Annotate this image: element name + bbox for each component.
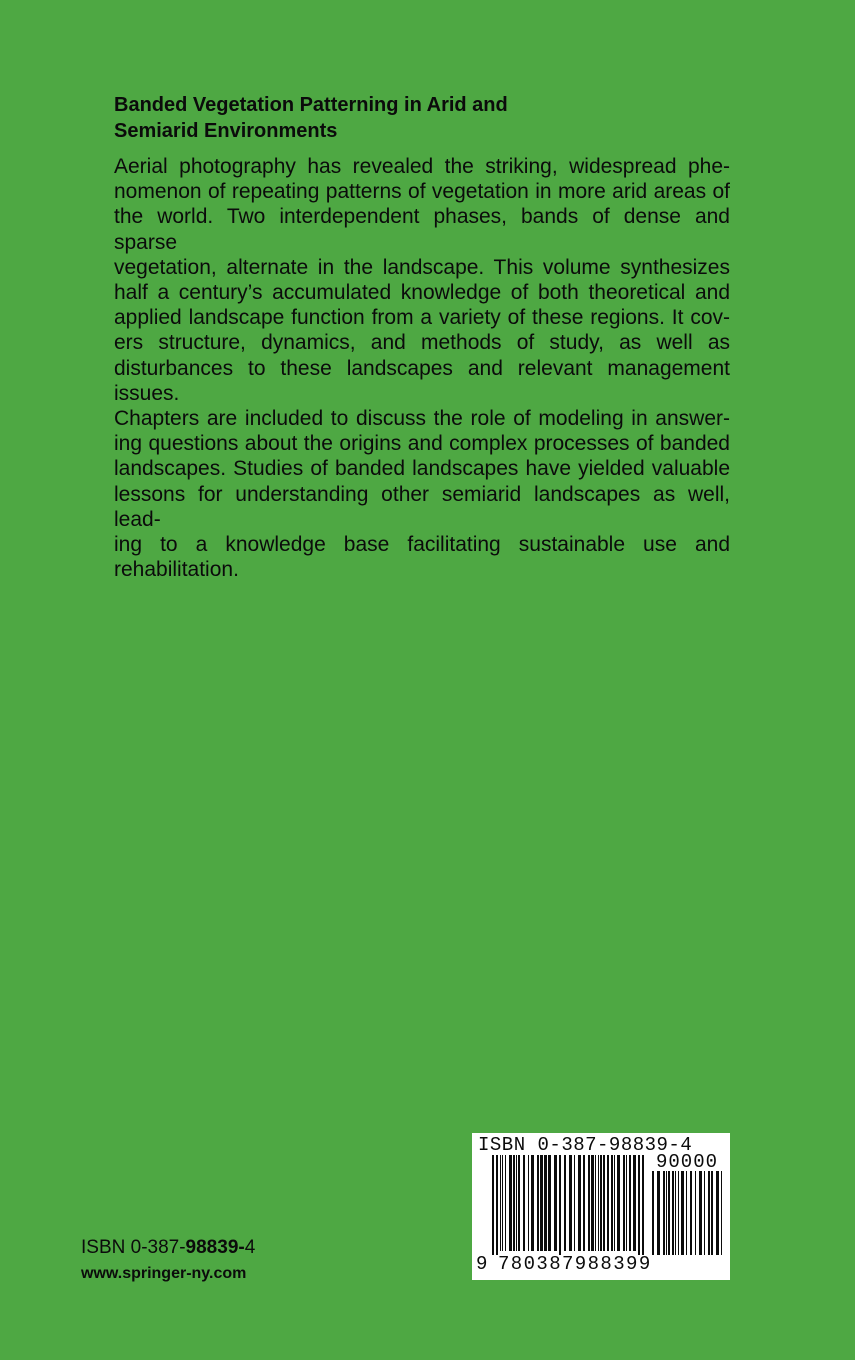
barcode-bar (598, 1155, 599, 1251)
barcode-bar (629, 1155, 631, 1251)
barcode-bar (492, 1155, 494, 1255)
blurb-line: nomenon of repeating patterns of vegetation in more arid areas of (114, 180, 730, 204)
barcode-bar (540, 1155, 543, 1251)
barcode-bar (554, 1155, 557, 1251)
barcode-bar (513, 1155, 515, 1251)
barcode-bar (617, 1155, 620, 1251)
blurb-line: Aerial photography has revealed the striking, widespread phe- (114, 155, 730, 178)
blurb-line: vegetation, alternate in the landscape. This volume synthesizes (114, 255, 730, 279)
title-line-1: Banded Vegetation Patterning in Arid and (114, 94, 508, 116)
blurb-line: ing questions about the origins and complex processes of banded (114, 432, 730, 456)
isbn-suffix: 4 (244, 1237, 256, 1258)
barcode-bar (502, 1155, 503, 1251)
barcode-bar (657, 1171, 660, 1255)
barcode-bar (690, 1171, 692, 1255)
barcode-bar (611, 1155, 613, 1251)
barcode-bar (708, 1171, 710, 1255)
blurb-line: half a century’s accumulated knowledge of both theoretical and (114, 281, 730, 305)
blurb-line: ers structure, dynamics, and methods of study, as well as (114, 331, 730, 355)
barcode-bar (569, 1155, 572, 1251)
barcode-bar (721, 1171, 722, 1255)
barcode-bar (496, 1155, 498, 1255)
barcode-bar (663, 1171, 665, 1255)
blurb-line: ing to a knowledge base facilitating sustainable use and rehabilitation. (114, 533, 730, 582)
blurb-line: disturbances to these landscapes and relevant management issues. (114, 356, 730, 405)
barcode-bar (583, 1155, 585, 1251)
isbn-text (81, 1236, 255, 1260)
barcode-isbn-label: ISBN 0-387-98839-4 (478, 1134, 693, 1156)
barcode-bar (528, 1155, 529, 1251)
barcode-bar (531, 1155, 534, 1251)
barcode-bar (672, 1171, 674, 1255)
barcode-bar (578, 1155, 581, 1251)
barcode-bar (704, 1171, 705, 1255)
barcode-bar (505, 1155, 506, 1251)
barcode-bar (668, 1171, 670, 1255)
barcode-bar (695, 1171, 696, 1255)
blurb-line: Chapters are included to discuss the role of modeling in answer- (114, 407, 730, 431)
barcode-bar (716, 1171, 719, 1255)
barcode-bar (588, 1155, 590, 1251)
barcode-bar (678, 1171, 679, 1255)
barcode-bar (675, 1171, 676, 1255)
barcode-bar (595, 1155, 596, 1251)
barcode-bar (564, 1155, 566, 1251)
barcode-bar (537, 1155, 539, 1251)
isbn-prefix: ISBN 0-387- (81, 1237, 186, 1258)
title-line-2: Semiarid Environments (114, 120, 338, 142)
barcode-bar (666, 1171, 667, 1255)
barcode (472, 1133, 730, 1280)
barcode-bar (686, 1171, 687, 1255)
barcode-bar (600, 1155, 602, 1251)
barcode-bar (626, 1155, 627, 1251)
blurb-line: applied landscape function from a variety of these regions. It cov- (114, 306, 730, 330)
barcode-bar (523, 1155, 525, 1251)
barcode-bar (591, 1155, 594, 1251)
barcode-price-code: 90000 (656, 1151, 719, 1173)
barcode-bar (574, 1155, 575, 1251)
blurb-line: lessons for understanding other semiarid landscapes as well, lead- (114, 482, 730, 531)
barcode-bar (699, 1171, 702, 1255)
book-title (114, 92, 674, 144)
barcode-bar (516, 1155, 517, 1251)
barcode-digits: 780387988399 (498, 1253, 652, 1275)
barcode-bar (614, 1155, 615, 1251)
barcode-bar (500, 1155, 501, 1251)
blurb-text (114, 154, 730, 582)
barcode-bar (633, 1155, 636, 1251)
isbn-bold: 98839- (185, 1237, 245, 1258)
barcode-bar (623, 1155, 625, 1251)
blurb-line: the world. Two interdependent phases, bands of dense and sparse (114, 205, 730, 254)
barcode-first-digit: 9 (476, 1253, 488, 1275)
publisher-website: www.springer-ny.com (81, 1265, 247, 1282)
barcode-bar (652, 1171, 654, 1255)
barcode-bar (603, 1155, 605, 1251)
barcode-bar (548, 1155, 551, 1251)
barcode-bar (518, 1155, 520, 1251)
barcode-bar (638, 1155, 640, 1255)
barcode-bar (711, 1171, 713, 1255)
blurb-line: landscapes. Studies of banded landscapes have yielded valuable (114, 457, 730, 481)
barcode-bar (559, 1155, 561, 1255)
barcode-bar (642, 1155, 644, 1255)
barcode-bar (544, 1155, 547, 1251)
barcode-bar (509, 1155, 512, 1251)
barcode-bar (607, 1155, 609, 1251)
barcode-bar (681, 1171, 684, 1255)
